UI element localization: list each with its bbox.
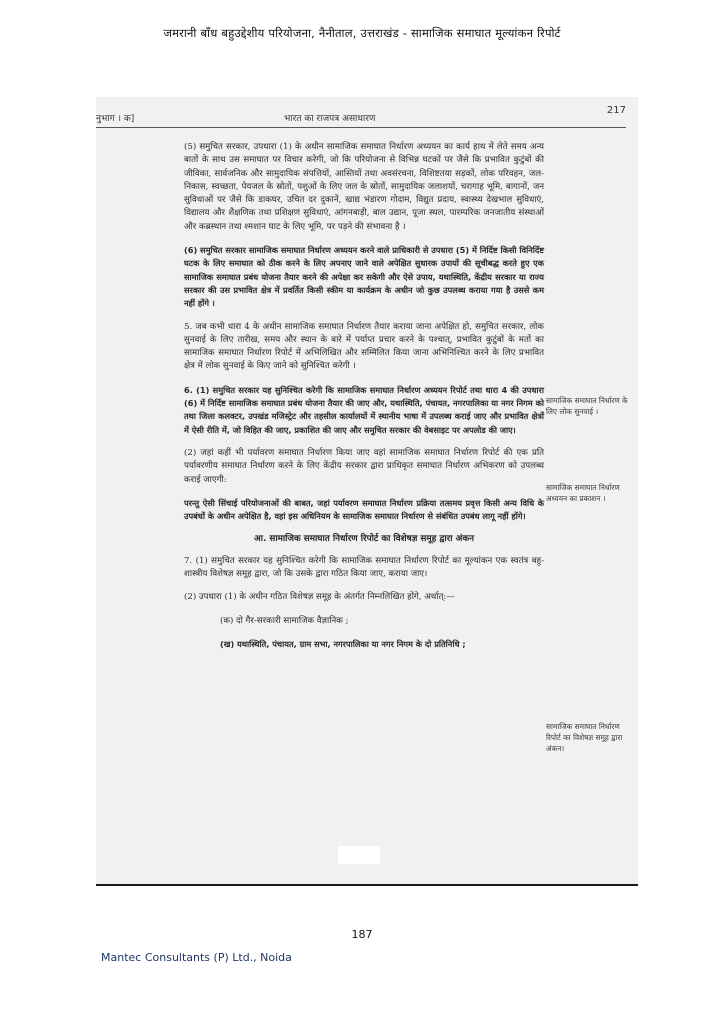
list-item: (क) दो गैर-सरकारी सामाजिक वैज्ञानिक ; <box>220 615 349 626</box>
gazette-page-number: 217 <box>606 105 626 116</box>
paragraph-4-5: (5) समुचित सरकार, उपधारा (1) के अधीन सामाजिक समाघात निर्धारण अध्ययन का कार्य हाथ में लेते समय अन्य बातों के साथ उस समाघात पर विचार करेगी, जो कि परियोजना से विभिन्न घटकों पर जैसे कि प्रभावित कुटुंबों की जीविका, सार्वजनिक और सामुदायिक संपत्तियों, आस्तियों तथा अवसंरचना, विशिष्टतया सड़कों, लोक परिवहन, जल-निकास, स्वच्छता, पेयजल के स्रोतों, पशुओं के लिए जल के स्रोतों, सामुदायिक जलाशयों, चरागाह भूमि, बागानों, जन सुविधाओं पर जैसे कि डाकघर, उचित दर दुकानें, खाद्य भंडारण गोदाम, विद्युत प्रदाय, स्वास्थ्य देखभाल सुविधाएं, विद्यालय और शैक्षणिक तथा प्रशिक्षण सुविधाएं, आंगनबाड़ी, बाल उद्यान, पूजा स्थल, पारम्परिक जनजातीय संस्थाओं और कब्रस्थान तथा श्मशान घाट के लिए भूमि, पर पड़ने की संभावना है । <box>184 142 544 232</box>
scanned-gazette-page <box>96 97 638 885</box>
margin-note-expert-appraisal: सामाजिक समाघात निर्धारण रिपोर्ट का विशेषज्ञ समूह द्वारा अंकन। <box>546 722 623 753</box>
margin-note-public-hearing: सामाजिक समाघात निर्धारण के लिए लोक सुनवाई । <box>546 396 628 416</box>
page-number: 187 <box>351 928 373 941</box>
paragraph-6-2: (2) जहां कहीं भी पर्यावरण समाघात निर्धारण किया जाए वहां सामाजिक समाघात निर्धारण रिपोर्ट की एक प्रति पर्यावरणीय समाघात निर्धारण करने के लिए केंद्रीय सरकार द्वारा प्राधिकृत समाघात निर्धारण अभिकरण को उपलब्ध कराई जाएगी: <box>184 447 544 485</box>
footer-company: Mantec Consultants (P) Ltd., Noida <box>101 951 292 964</box>
paragraph-6-1: 6. (1) समुचित सरकार यह सुनिश्चित करेगी कि सामाजिक समाघात निर्धारण अध्ययन रिपोर्ट तथा धारा 4 की उपधारा (6) में निर्दिष्ट सामाजिक समाघात प्रबंध योजना तैयार की जाए और, यथास्थिति, पंचायत, नगरपालिका या नगर निगम को तथा जिला कलक्टर, उपखंड मजिस्ट्रेट और तहसील कार्यालयों में स्थानीय भाषा में उपलब्ध कराई जाए और प्रभावित क्षेत्रों में ऐसी रीति में, जो विहित की जाए, प्रकाशित की जाए और समुचित सरकार की वेबसाइट पर अपलोड की जाए। <box>184 384 544 435</box>
paragraph-4-6: (6) समुचित सरकार सामाजिक समाघात निर्धारण अध्ययन करने वाले प्राधिकारी से उपधारा (5) में निर्दिष्ट किसी विनिर्दिष्ट घटक के लिए समाघात को ठीक करने के लिए अपनाए जाने वाले अपेक्षित सुधारक उपायों की सूचीबद्ध करते हुए एक सामाजिक समाघात प्रबंध योजना तैयार करने की अपेक्षा कर सकेगी और ऐसे उपाय, यथास्थिति, केंद्रीय सरकार या राज्य सरकार की उस प्रभावित क्षेत्र में प्रवर्तित किसी स्कीम या कार्यक्रम के अधीन जो कुछ उपलब्ध कराया गया है उससे कम नहीं होंगे । <box>184 245 544 309</box>
gazette-header-rule <box>96 127 626 128</box>
scan-blank-patch <box>338 846 380 864</box>
paragraph-7-1: 7. (1) समुचित सरकार यह सुनिश्चित करेगी कि सामाजिक समाघात निर्धारण रिपोर्ट का मूल्यांकन एक स्वतंत्र बहु-शास्त्रीय विशेषज्ञ समूह द्वारा, जो कि उसके द्वारा गठित किया जाए, कराया जाए। <box>184 555 544 580</box>
page-header: जमरानी बाँध बहुउद्देशीय परियोजना, नैनीताल, उत्तराखंड - सामाजिक समाघात मूल्यांकन रिपोर्ट <box>163 26 561 40</box>
gazette-title: भारत का राजपत्र असाधारण <box>284 114 376 124</box>
paragraph-7-2: (2) उपधारा (1) के अधीन गठित विशेषज्ञ समूह के अंतर्गत निम्नलिखित होंगे, अर्थात्:— <box>184 592 455 603</box>
gazette-section-label: नुभाग । क] <box>96 114 135 124</box>
section-sub-heading: आ. सामाजिक समाघात निर्धारण रिपोर्ट का विशेषज्ञ समूह द्वारा अंकन <box>254 534 474 545</box>
list-item: (ख) यथास्थिति, पंचायत, ग्राम सभा, नगरपालिका या नगर निगम के दो प्रतिनिधि ; <box>220 638 466 649</box>
paragraph-5: 5. जब कभी धारा 4 के अधीन सामाजिक समाघात निर्धारण तैयार कराया जाना अपेक्षित हो, समुचित सरकार, लोक सुनवाई के लिए तारीख, समय और स्थान के बारे में पर्याप्त प्रचार करने के पश्चात्, प्रभावित कुटुंबों के मतों का सामाजिक समाघात निर्धारण रिपोर्ट में अभिलिखित और सम्मिलित किया जाना अभिनिश्चित करने के लिए प्रभावित क्षेत्र में लोक सुनवाई के किए जाने को सुनिश्चित करेगी । <box>184 321 544 372</box>
paragraph-proviso: परन्तु ऐसी सिंचाई परियोजनाओं की बाबत, जहां पर्यावरण समाघात निर्धारण प्रक्रिया तत्समय प्रवृत्त किसी अन्य विधि के उपबंधों के अधीन अपेक्षित है, वहां इस अधिनियम के सामाजिक समाघात निर्धारण से संबंधित उपबंध लागू नहीं होंगे। <box>184 497 544 522</box>
margin-note-publication: सामाजिक समाघात निर्धारण अध्ययन का प्रकाशन । <box>546 483 620 503</box>
gazette-header <box>96 105 638 127</box>
gazette-body <box>184 141 544 661</box>
scan-bottom-border <box>96 884 638 886</box>
